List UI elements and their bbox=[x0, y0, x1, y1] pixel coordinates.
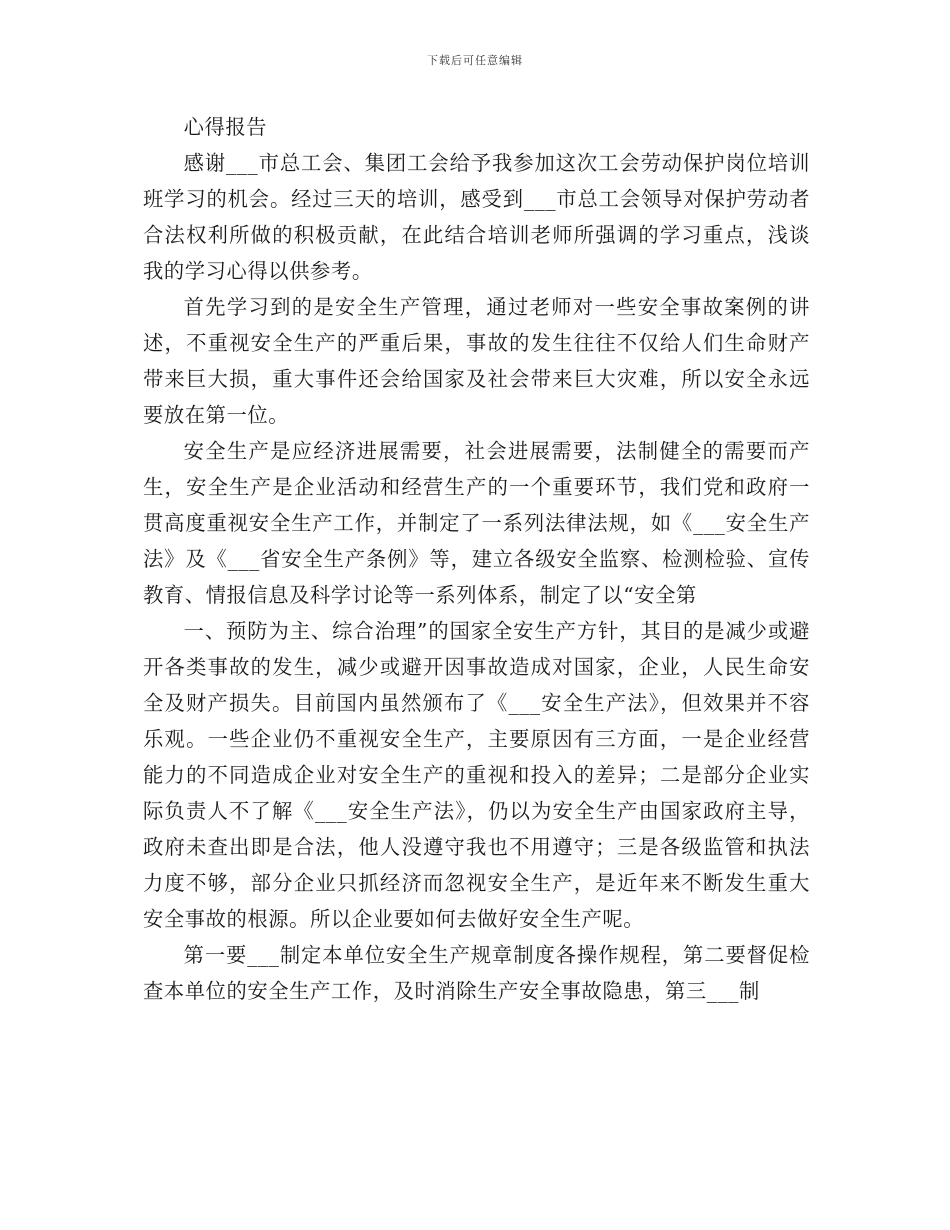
paragraph-4: 一、预防为主、综合治理”的国家全安生产方针，其目的是减少或避开各类事故的发生，减少或避开因事故造成对国家，企业，人民生命安全及财产损失。目前国内虽然颁布了《___安全生产法》，但效果并不容乐观。一些企业仍不重视安全生产，主要原因有三方面，一是企业经营能力的不同造成企业对安全生产的重视和投入的差异；二是部分企业实际负责人不了解《___安全生产法》，仍以为安全生产由国家政府主导，政府未查出即是合法，他人没遵守我也不用遵守；三是各级监管和执法力度不够，部分企业只抓经济而忽视安全生产，是近年来不断发生重大安全事故的根源。所以企业要如何去做好安全生产呢。 bbox=[143, 619, 810, 931]
paragraph-2: 首先学习到的是安全生产管理，通过老师对一些安全事故案例的讲述，不重视安全生产的严重后果，事故的发生往往不仅给人们生命财产带来巨大损，重大事件还会给国家及社会带来巨大灾难，所以安全永远要放在第一位。 bbox=[143, 295, 810, 427]
page-header: 下载后可任意编辑 bbox=[427, 54, 523, 67]
paragraph-1: 感谢___市总工会、集团工会给予我参加这次工会劳动保护岗位培训班学习的机会。经过三天的培训，感受到___市总工会领导对保护劳动者合法权利所做的积极贡献，在此结合培训老师所强调的学习重点，浅谈我的学习心得以供参考。 bbox=[143, 151, 810, 283]
document-title: 心得报告 bbox=[183, 115, 268, 139]
document-body bbox=[143, 109, 810, 1009]
paragraph-3: 安全生产是应经济进展需要，社会进展需要，法制健全的需要而产生，安全生产是企业活动和经营生产的一个重要环节，我们党和政府一贯高度重视安全生产工作，并制定了一系列法律法规，如《___安全生产法》及《___省安全生产条例》等，建立各级安全监察、检测检验、宣传教育、情报信息及科学讨论等一系列体系，制定了以“安全第 bbox=[143, 439, 810, 607]
paragraph-5: 第一要___制定本单位安全生产规章制度各操作规程，第二要督促检查本单位的安全生产工作，及时消除生产安全事故隐患，第三___制 bbox=[143, 943, 810, 1003]
